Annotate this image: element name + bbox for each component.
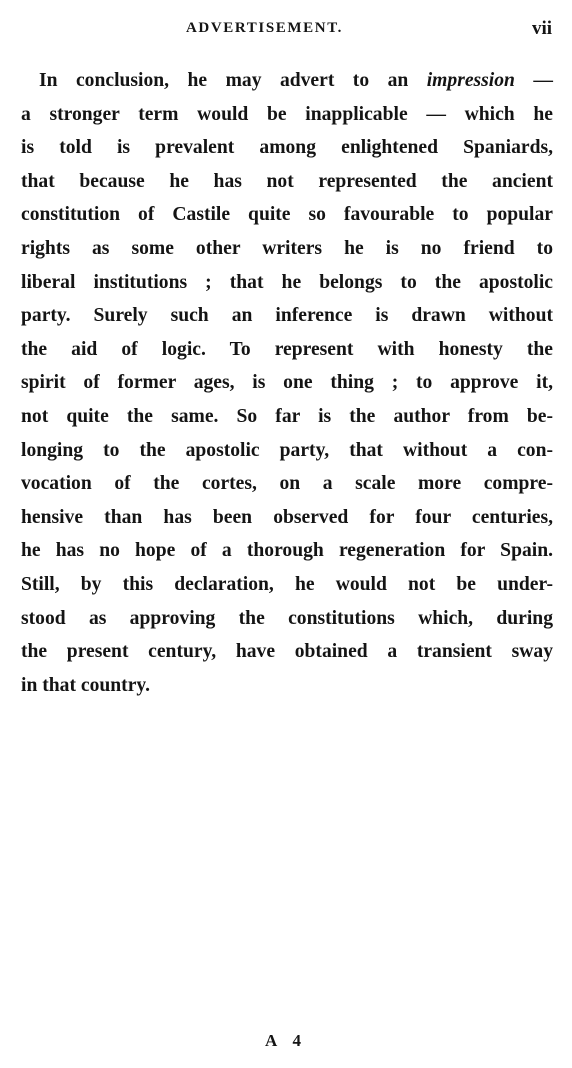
text-line-17: stood as approving the constitutions which, during [21, 607, 553, 629]
text-line-10: spirit of former ages, is one thing ; to approve it, [21, 372, 553, 394]
running-title: ADVERTISEMENT. [186, 20, 344, 36]
text-line-8: party. Surely such an inference is drawn without [21, 305, 553, 327]
text-line-19: in that country. [21, 674, 151, 696]
text-line-11: not quite the same. So far is the author from be- [21, 405, 553, 427]
text-line-5: constitution of Castile quite so favourable to popular [21, 204, 553, 226]
page-number: vii [531, 18, 552, 39]
text-line-14: hensive than has been observed for four centuries, [21, 506, 553, 528]
text-line-3: is told is prevalent among enlightened Spaniards, [21, 137, 553, 159]
text-line-6: rights as some other writers he is no friend to [21, 237, 553, 259]
text-line-4: that because he has not represented the ancient [21, 170, 553, 192]
text-line-9: the aid of logic. To represent with honesty the [21, 338, 553, 360]
text-line-18: the present century, have obtained a transient sway [21, 641, 553, 663]
text-line-13: vocation of the cortes, on a scale more compre- [21, 473, 553, 495]
line-1-end: — [514, 70, 553, 91]
text-line-7: liberal institutions ; that he belongs to the apostolic [21, 271, 553, 293]
text-line-1 [21, 64, 553, 98]
text-line-2: a stronger term would be inapplicable — which he [21, 103, 553, 125]
text-line-12: longing to the apostolic party, that without a con- [21, 439, 553, 461]
signature-mark: A 4 [264, 1031, 308, 1050]
page-header [0, 18, 572, 44]
emphasis-impression: impression [426, 70, 515, 91]
text-line-15: he has no hope of a thorough regeneration for Spain. [21, 540, 553, 562]
advertisement-paragraph [21, 64, 553, 702]
text-line-16: Still, by this declaration, he would not be under- [21, 573, 553, 595]
line-1-start: In conclusion, he may advert to an [39, 70, 427, 91]
